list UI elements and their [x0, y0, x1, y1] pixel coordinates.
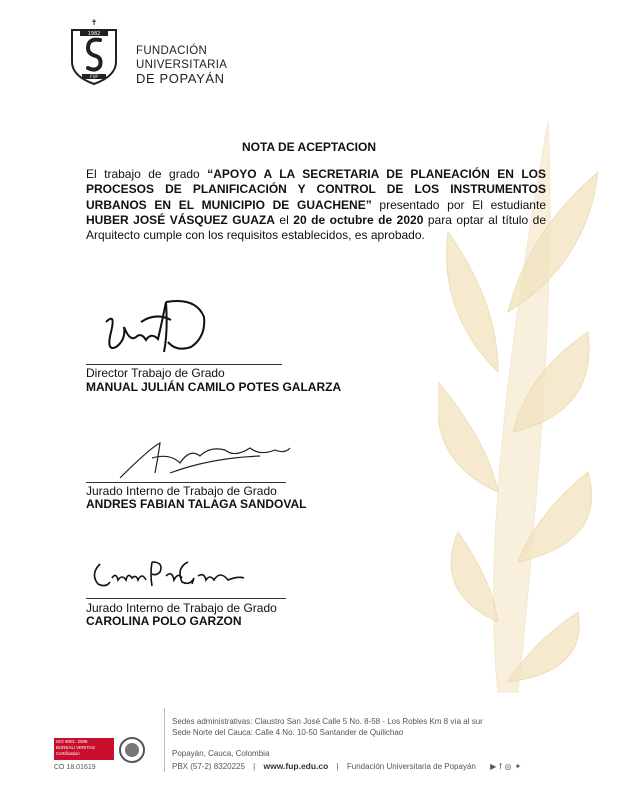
iso-certification-badge	[54, 738, 114, 760]
signature-3-image	[88, 554, 248, 599]
para-el: el	[274, 212, 294, 227]
signature-1-name: MANUAL JULIÁN CAMILO POTES GALARZA	[86, 380, 342, 394]
facebook-icon[interactable]: f	[499, 762, 505, 771]
signature-1-role: Director Trabajo de Grado	[86, 366, 225, 380]
svg-text:1982: 1982	[87, 31, 101, 37]
org-line-3: DE POPAYÁN	[136, 71, 225, 86]
acceptance-paragraph	[86, 167, 546, 243]
cert-code: CO 18.01619	[54, 764, 96, 771]
bureau-veritas-label: BUREAU VERITAS Certification	[56, 745, 95, 756]
footer-website-link[interactable]: www.fup.edu.co	[263, 761, 329, 771]
org-line-2: UNIVERSITARIA	[136, 59, 228, 71]
footer-divider-1: |	[253, 762, 256, 771]
signature-3-line	[86, 598, 286, 599]
para-intro: El trabajo de grado	[86, 167, 208, 181]
footer-separator	[164, 708, 165, 772]
signature-2-name: ANDRES FABIAN TALAGA SANDOVAL	[86, 497, 307, 511]
university-seal-logo	[66, 18, 122, 93]
signature-1-line	[86, 364, 282, 365]
signature-3-role: Jurado Interno de Trabajo de Grado	[86, 601, 277, 615]
org-line-1: FUNDACIÓN	[136, 45, 208, 57]
organization-name	[136, 44, 227, 86]
social-icons	[490, 762, 524, 771]
signature-3-name: CAROLINA POLO GARZON	[86, 614, 242, 628]
footer-contact-row	[172, 761, 524, 772]
student-name: HUBER JOSÉ VÁSQUEZ GUAZA	[86, 212, 275, 227]
signature-2-role: Jurado Interno de Trabajo de Grado	[86, 484, 277, 498]
footer-line-1: Sedes administrativas: Claustro San José Calle 5 No. 8-58 - Los Robles Km 8 vía al sur	[172, 717, 483, 726]
document-title: NOTA DE ACEPTACION	[242, 140, 376, 154]
footer-address	[172, 716, 612, 738]
footer-city: Popayán, Cauca, Colombia	[172, 749, 270, 758]
footer-social-name: Fundación Universitaria de Popayán	[346, 762, 476, 771]
signature-2-line	[86, 482, 286, 483]
footer-pbx: PBX (57-2) 8320225	[172, 762, 245, 771]
footer-divider-2: |	[336, 762, 339, 771]
para-mid: presentado por El estudiante	[371, 197, 546, 212]
svg-text:FUP: FUP	[90, 74, 98, 79]
svg-text:✝: ✝	[90, 18, 98, 27]
youtube-icon[interactable]: ▶	[490, 762, 500, 771]
para-end: para optar al título de Arquitecto cumple con los requisitos establecidos, es aprobado.	[86, 212, 547, 243]
thesis-title: “APOYO A LA SECRETARIA DE PLANEACIÓN EN LOS PROCESOS DE PLANIFICACIÓN Y CONTROL DE LOS INSTRUMENTOS URBANOS EN EL MUNICIPIO DE GUACHENE”	[86, 167, 546, 212]
twitter-icon[interactable]: ✦	[514, 762, 525, 771]
defense-date: 20 de octubre de 2020	[293, 212, 424, 227]
bureau-veritas-seal	[118, 736, 146, 769]
iso-label: ISO 9001: 2008	[56, 739, 88, 744]
instagram-icon[interactable]: ◎	[504, 762, 515, 771]
footer-line-2: Sede Norte del Cauca: Calle 4 No. 10-50 Santander de Quilichao	[172, 728, 404, 737]
